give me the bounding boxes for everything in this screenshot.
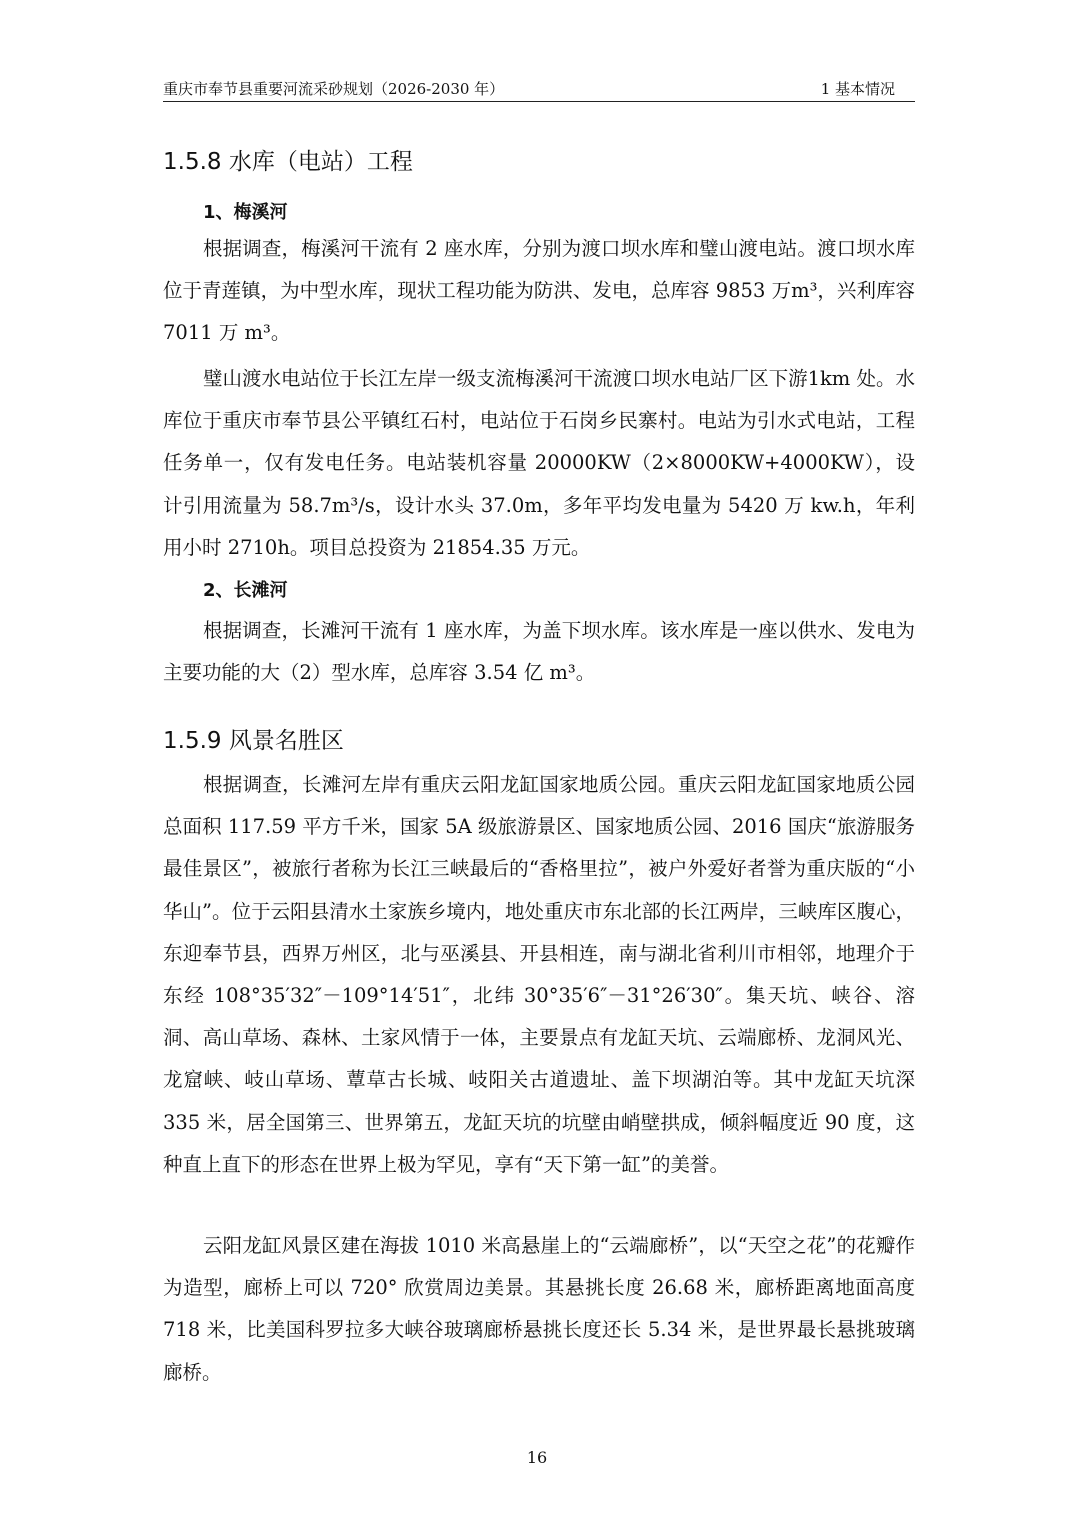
page-header <box>163 76 915 100</box>
chapter-title: 1 基本情况 <box>820 80 895 98</box>
header-divider <box>163 101 915 102</box>
document-title: 重庆市奉节县重要河流采砂规划（2026-2030 年） <box>163 80 505 98</box>
paragraph: 璧山渡水电站位于长江左岸一级支流梅溪河干流渡口坝水电站厂区下游1km 处。水库位于重庆市奉节县公平镇红石村，电站位于石岗乡民寨村。电站为引水式电站，工程任务单一，仅有发电任务。电站装机容量 20000KW（2×8000KW+4000KW），设计引用流量为 58.7m³/s，设计水头 37.0m，多年平均发电量为 5420 万 kw.h，年利用小时 2710h。项目总投资为 21854.35 万元。 <box>163 367 915 559</box>
subsection-heading-meixi: 1、梅溪河 <box>203 202 288 223</box>
paragraph: 根据调查，长滩河干流有 1 座水库，为盖下坝水库。该水库是一座以供水、发电为主要功能的大（2）型水库，总库容 3.54 亿 m³。 <box>163 619 915 685</box>
paragraph: 根据调查，长滩河左岸有重庆云阳龙缸国家地质公园。重庆云阳龙缸国家地质公园总面积 117.59 平方千米，国家 5A 级旅游景区、国家地质公园、2016 国庆“旅游服务最佳景区”，被旅行者称为长江三峡最后的“香格里拉”，被户外爱好者誉为重庆版的“小华山”。位于云阳县清水土家族乡境内，地处重庆市东北部的长江两岸，三峡库区腹心，东迎奉节县，西界万州区，北与巫溪县、开县相连，南与湖北省利川市相邻，地理介于东经 108°35′32″－109°14′51″，北纬 30°35′6″－31°26′30″。集天坑、峡谷、溶洞、高山草场、森林、土家风情于一体，主要景点有龙缸天坑、云端廊桥、龙洞风光、龙窟峡、岐山草场、蕈草古长城、岐阳关古道遗址、盖下坝湖泊等。其中龙缸天坑深 335 米，居全国第三、世界第五，龙缸天坑的坑壁由峭壁拱成，倾斜幅度近 90 度，这种直上直下的形态在世界上极为罕见，享有“天下第一缸”的美誉。 <box>163 773 915 1176</box>
paragraph: 云阳龙缸风景区建在海拔 1010 米高悬崖上的“云端廊桥”，以“天空之花”的花瓣作为造型，廊桥上可以 720° 欣赏周边美景。其悬挑长度 26.68 米，廊桥距离地面高度 718 米，比美国科罗拉多大峡谷玻璃廊桥悬挑长度还长 5.34 米，是世界最长悬挑玻璃廊桥。 <box>163 1234 915 1384</box>
page-number: 16 <box>526 1448 548 1467</box>
paragraph: 根据调查，梅溪河干流有 2 座水库，分别为渡口坝水库和璧山渡电站。渡口坝水库位于青莲镇，为中型水库，现状工程功能为防洪、发电，总库容 9853 万m³，兴利库容 7011 万 m³。 <box>163 237 915 345</box>
subsection-heading-changtan: 2、长滩河 <box>203 580 288 601</box>
section-heading-1-5-8: 1.5.8 水库（电站）工程 <box>163 149 413 175</box>
section-heading-1-5-9: 1.5.9 风景名胜区 <box>163 728 344 754</box>
